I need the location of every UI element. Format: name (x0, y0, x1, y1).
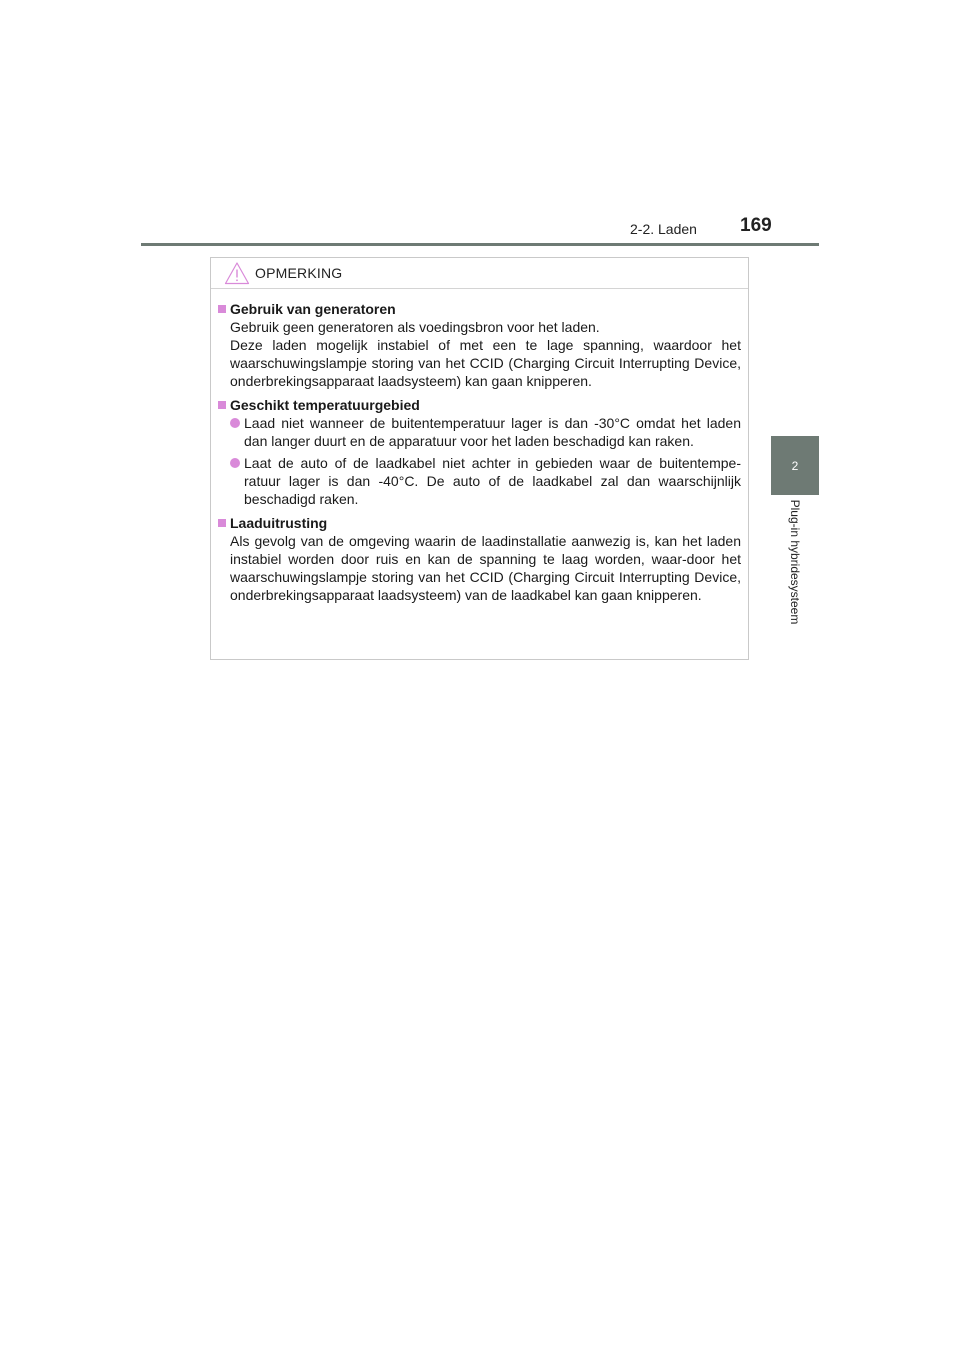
section-heading-text: Geschikt temperatuurgebied (230, 397, 420, 413)
notice-body (211, 289, 748, 604)
section-heading (218, 300, 741, 318)
square-bullet-icon (218, 401, 226, 409)
section-heading-text: Laaduitrusting (230, 515, 328, 531)
round-bullet-icon (230, 418, 240, 428)
square-bullet-icon (218, 519, 226, 527)
header-divider (141, 243, 819, 246)
list-item (230, 454, 741, 508)
list-item-text: Laat de auto of de laadkabel niet achter in gebieden waar de buitentempe-ratuur lager is dan -40°C. De auto of de laadkabel zal dan waarschijnlijk beschadigd raken. (244, 455, 741, 507)
notice-box (210, 257, 749, 660)
section-generators (218, 300, 741, 390)
list-item-text: Laad niet wanneer de buitentemperatuur lager is dan -30°C omdat het laden dan langer duurt en de apparatuur voor het laden beschadigd kan raken. (244, 415, 741, 449)
notice-title: OPMERKING (255, 265, 343, 281)
paragraph: Deze laden mogelijk instabiel of met een te lage spanning, waardoor het waarschuwingslampje storing van het CCID (Charging Circuit Interrupting Device, onderbrekingsapparaat laadsysteem) kan gaan knipperen. (230, 337, 741, 389)
round-bullet-icon (230, 458, 240, 468)
page-number: 169 (740, 215, 772, 236)
list-item (230, 414, 741, 450)
section-charging-equipment (218, 514, 741, 604)
notice-header (211, 258, 748, 289)
chapter-number: 2 (791, 458, 799, 473)
warning-triangle-icon (224, 261, 250, 285)
paragraph: Gebruik geen generatoren als voedingsbron voor het laden. (230, 319, 600, 335)
section-heading (218, 514, 741, 532)
section-temperature (218, 396, 741, 508)
section-title: 2-2. Laden (630, 221, 697, 237)
square-bullet-icon (218, 305, 226, 313)
chapter-label: Plug-in hybridesysteem (788, 499, 802, 625)
section-heading (218, 396, 741, 414)
chapter-tab (771, 436, 819, 495)
paragraph: Als gevolg van de omgeving waarin de laadinstallatie aanwezig is, kan het laden instabiel worden door ruis en kan de spanning te laag worden, waar-door het waarschuwingslampje storing van het CCID (Charging Circuit Interrupting Device, onderbrekingsapparaat laadsysteem) van de laadkabel kan gaan knipperen. (230, 533, 741, 603)
section-heading-text: Gebruik van generatoren (230, 301, 396, 317)
